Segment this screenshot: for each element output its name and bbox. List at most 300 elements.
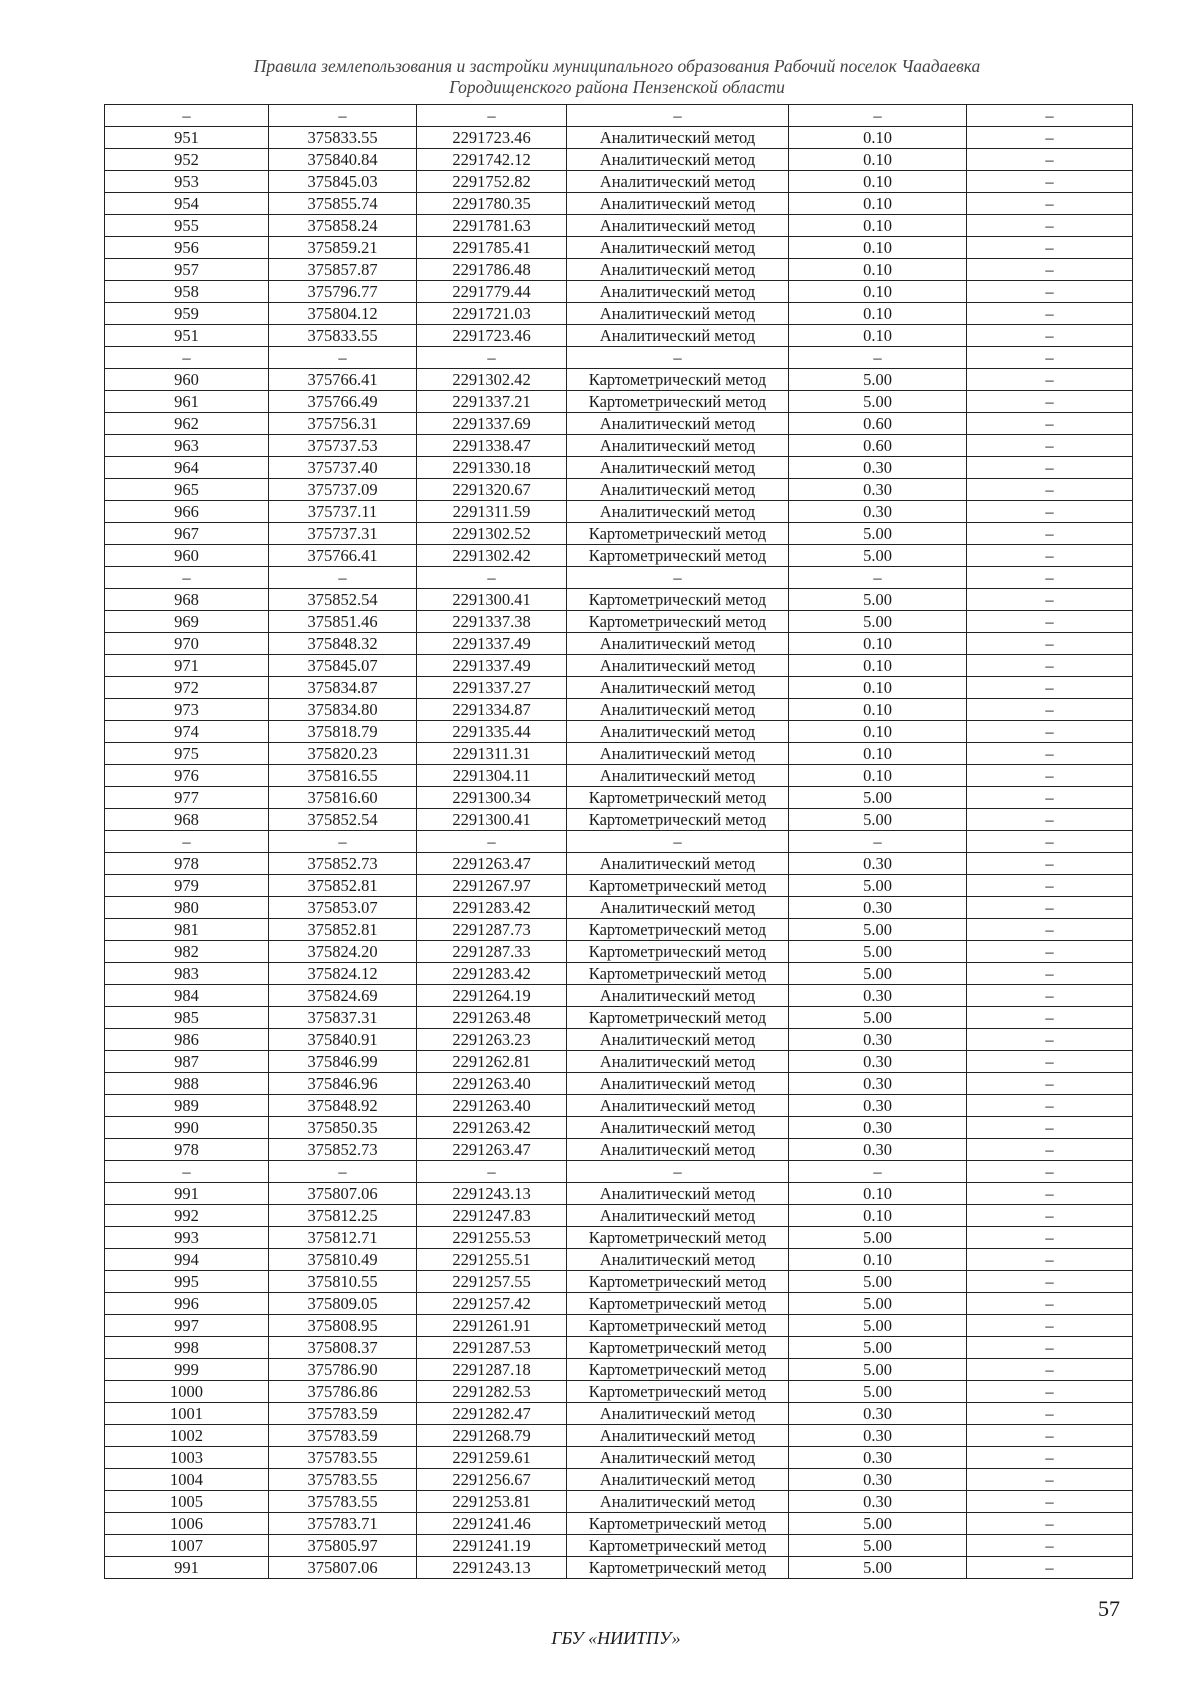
x-coordinate-cell: 375820.23 bbox=[269, 743, 417, 765]
y-coordinate-cell: 2291262.81 bbox=[417, 1051, 567, 1073]
method-cell: Аналитический метод bbox=[567, 1095, 789, 1117]
y-coordinate-cell: 2291723.46 bbox=[417, 127, 567, 149]
y-coordinate-cell: 2291282.47 bbox=[417, 1403, 567, 1425]
y-coordinate-cell: 2291330.18 bbox=[417, 457, 567, 479]
x-coordinate-cell: 375824.20 bbox=[269, 941, 417, 963]
accuracy-cell: 5.00 bbox=[789, 941, 967, 963]
table-row bbox=[105, 127, 1133, 149]
point-number-cell: 978 bbox=[105, 853, 269, 875]
x-coordinate-cell: – bbox=[269, 831, 417, 853]
y-coordinate-cell: 2291257.42 bbox=[417, 1293, 567, 1315]
accuracy-cell: 5.00 bbox=[789, 1227, 967, 1249]
description-cell: – bbox=[967, 633, 1133, 655]
page-footer: ГБУ «НИИТПУ» bbox=[551, 1628, 681, 1648]
description-cell: – bbox=[967, 985, 1133, 1007]
description-cell: – bbox=[967, 347, 1133, 369]
x-coordinate-cell: 375845.07 bbox=[269, 655, 417, 677]
x-coordinate-cell: 375859.21 bbox=[269, 237, 417, 259]
x-coordinate-cell: 375737.40 bbox=[269, 457, 417, 479]
table-row bbox=[105, 281, 1133, 303]
description-cell: – bbox=[967, 809, 1133, 831]
description-cell: – bbox=[967, 1227, 1133, 1249]
point-number-cell: – bbox=[105, 347, 269, 369]
y-coordinate-cell: 2291337.27 bbox=[417, 677, 567, 699]
y-coordinate-cell: 2291338.47 bbox=[417, 435, 567, 457]
method-cell: – bbox=[567, 105, 789, 127]
accuracy-cell: 0.10 bbox=[789, 721, 967, 743]
point-number-cell: 969 bbox=[105, 611, 269, 633]
description-cell: – bbox=[967, 1205, 1133, 1227]
accuracy-cell: 5.00 bbox=[789, 1337, 967, 1359]
method-cell: Аналитический метод bbox=[567, 457, 789, 479]
table-row bbox=[105, 1403, 1133, 1425]
table-row bbox=[105, 1205, 1133, 1227]
y-coordinate-cell: 2291263.42 bbox=[417, 1117, 567, 1139]
point-number-cell: 951 bbox=[105, 127, 269, 149]
accuracy-cell: 0.10 bbox=[789, 259, 967, 281]
description-cell: – bbox=[967, 237, 1133, 259]
description-cell: – bbox=[967, 193, 1133, 215]
x-coordinate-cell: 375852.81 bbox=[269, 875, 417, 897]
y-coordinate-cell: 2291752.82 bbox=[417, 171, 567, 193]
table-row bbox=[105, 721, 1133, 743]
description-cell: – bbox=[967, 1381, 1133, 1403]
y-coordinate-cell: – bbox=[417, 1161, 567, 1183]
description-cell: – bbox=[967, 1403, 1133, 1425]
method-cell: Картометрический метод bbox=[567, 545, 789, 567]
y-coordinate-cell: 2291256.67 bbox=[417, 1469, 567, 1491]
accuracy-cell: 0.10 bbox=[789, 171, 967, 193]
y-coordinate-cell: 2291287.18 bbox=[417, 1359, 567, 1381]
table-row bbox=[105, 655, 1133, 677]
accuracy-cell: 5.00 bbox=[789, 875, 967, 897]
table-row bbox=[105, 1117, 1133, 1139]
point-number-cell: 994 bbox=[105, 1249, 269, 1271]
table-row bbox=[105, 391, 1133, 413]
method-cell: Аналитический метод bbox=[567, 1205, 789, 1227]
y-coordinate-cell: – bbox=[417, 347, 567, 369]
method-cell: Аналитический метод bbox=[567, 677, 789, 699]
method-cell: Аналитический метод bbox=[567, 259, 789, 281]
point-number-cell: 997 bbox=[105, 1315, 269, 1337]
point-number-cell: 975 bbox=[105, 743, 269, 765]
description-cell: – bbox=[967, 1073, 1133, 1095]
method-cell: Аналитический метод bbox=[567, 1447, 789, 1469]
method-cell: Аналитический метод bbox=[567, 1139, 789, 1161]
y-coordinate-cell: 2291334.87 bbox=[417, 699, 567, 721]
description-cell: – bbox=[967, 1007, 1133, 1029]
method-cell: Аналитический метод bbox=[567, 1403, 789, 1425]
description-cell: – bbox=[967, 545, 1133, 567]
y-coordinate-cell: 2291785.41 bbox=[417, 237, 567, 259]
accuracy-cell: 0.10 bbox=[789, 1249, 967, 1271]
table-row bbox=[105, 1073, 1133, 1095]
method-cell: Картометрический метод bbox=[567, 809, 789, 831]
point-number-cell: 968 bbox=[105, 809, 269, 831]
description-cell: – bbox=[967, 325, 1133, 347]
accuracy-cell: 0.30 bbox=[789, 479, 967, 501]
table-row bbox=[105, 743, 1133, 765]
accuracy-cell: 0.30 bbox=[789, 1447, 967, 1469]
y-coordinate-cell: 2291337.38 bbox=[417, 611, 567, 633]
method-cell: Аналитический метод bbox=[567, 149, 789, 171]
y-coordinate-cell: 2291742.12 bbox=[417, 149, 567, 171]
method-cell: Картометрический метод bbox=[567, 1557, 789, 1579]
accuracy-cell: – bbox=[789, 105, 967, 127]
method-cell: Картометрический метод bbox=[567, 941, 789, 963]
point-number-cell: – bbox=[105, 567, 269, 589]
accuracy-cell: 0.30 bbox=[789, 1029, 967, 1051]
table-row bbox=[105, 1051, 1133, 1073]
point-number-cell: 954 bbox=[105, 193, 269, 215]
x-coordinate-cell: 375805.97 bbox=[269, 1535, 417, 1557]
method-cell: Картометрический метод bbox=[567, 589, 789, 611]
point-number-cell: 981 bbox=[105, 919, 269, 941]
description-cell: – bbox=[967, 589, 1133, 611]
x-coordinate-cell: 375824.12 bbox=[269, 963, 417, 985]
accuracy-cell: 5.00 bbox=[789, 369, 967, 391]
method-cell: – bbox=[567, 347, 789, 369]
method-cell: Картометрический метод bbox=[567, 369, 789, 391]
accuracy-cell: 5.00 bbox=[789, 1513, 967, 1535]
method-cell: Аналитический метод bbox=[567, 281, 789, 303]
x-coordinate-cell: 375737.31 bbox=[269, 523, 417, 545]
y-coordinate-cell: 2291723.46 bbox=[417, 325, 567, 347]
point-number-cell: 995 bbox=[105, 1271, 269, 1293]
table-row bbox=[105, 1139, 1133, 1161]
accuracy-cell: 5.00 bbox=[789, 1535, 967, 1557]
table-row bbox=[105, 1337, 1133, 1359]
y-coordinate-cell: 2291243.13 bbox=[417, 1183, 567, 1205]
point-number-cell: 979 bbox=[105, 875, 269, 897]
description-cell: – bbox=[967, 105, 1133, 127]
method-cell: Аналитический метод bbox=[567, 303, 789, 325]
x-coordinate-cell: – bbox=[269, 105, 417, 127]
x-coordinate-cell: 375812.71 bbox=[269, 1227, 417, 1249]
point-number-cell: 1006 bbox=[105, 1513, 269, 1535]
description-cell: – bbox=[967, 1535, 1133, 1557]
x-coordinate-cell: 375786.90 bbox=[269, 1359, 417, 1381]
description-cell: – bbox=[967, 435, 1133, 457]
method-cell: – bbox=[567, 1161, 789, 1183]
table-row bbox=[105, 787, 1133, 809]
method-cell: Аналитический метод bbox=[567, 1117, 789, 1139]
point-number-cell: 996 bbox=[105, 1293, 269, 1315]
method-cell: Аналитический метод bbox=[567, 1249, 789, 1271]
point-number-cell: 983 bbox=[105, 963, 269, 985]
method-cell: Картометрический метод bbox=[567, 523, 789, 545]
coordinates-table bbox=[104, 104, 1133, 1579]
table-row bbox=[105, 1227, 1133, 1249]
accuracy-cell: 0.10 bbox=[789, 127, 967, 149]
y-coordinate-cell: 2291337.49 bbox=[417, 633, 567, 655]
point-number-cell: 971 bbox=[105, 655, 269, 677]
x-coordinate-cell: 375845.03 bbox=[269, 171, 417, 193]
point-number-cell: 985 bbox=[105, 1007, 269, 1029]
table-row bbox=[105, 1029, 1133, 1051]
y-coordinate-cell: – bbox=[417, 567, 567, 589]
table-row bbox=[105, 1425, 1133, 1447]
method-cell: Картометрический метод bbox=[567, 1007, 789, 1029]
description-cell: – bbox=[967, 479, 1133, 501]
x-coordinate-cell: – bbox=[269, 1161, 417, 1183]
method-cell: Аналитический метод bbox=[567, 1469, 789, 1491]
point-number-cell: 991 bbox=[105, 1557, 269, 1579]
point-number-cell: 957 bbox=[105, 259, 269, 281]
table-row bbox=[105, 1315, 1133, 1337]
description-cell: – bbox=[967, 765, 1133, 787]
description-cell: – bbox=[967, 963, 1133, 985]
description-cell: – bbox=[967, 611, 1133, 633]
point-number-cell: 1003 bbox=[105, 1447, 269, 1469]
accuracy-cell: 5.00 bbox=[789, 1315, 967, 1337]
table-row bbox=[105, 1381, 1133, 1403]
x-coordinate-cell: 375846.96 bbox=[269, 1073, 417, 1095]
description-cell: – bbox=[967, 1029, 1133, 1051]
x-coordinate-cell: 375766.41 bbox=[269, 545, 417, 567]
description-cell: – bbox=[967, 1513, 1133, 1535]
accuracy-cell: 0.30 bbox=[789, 985, 967, 1007]
table-row bbox=[105, 435, 1133, 457]
accuracy-cell: 0.10 bbox=[789, 303, 967, 325]
description-cell: – bbox=[967, 897, 1133, 919]
description-cell: – bbox=[967, 413, 1133, 435]
method-cell: Аналитический метод bbox=[567, 127, 789, 149]
method-cell: Картометрический метод bbox=[567, 1381, 789, 1403]
method-cell: Аналитический метод bbox=[567, 193, 789, 215]
description-cell: – bbox=[967, 391, 1133, 413]
point-number-cell: 959 bbox=[105, 303, 269, 325]
point-number-cell: 962 bbox=[105, 413, 269, 435]
accuracy-cell: 5.00 bbox=[789, 1557, 967, 1579]
y-coordinate-cell: 2291335.44 bbox=[417, 721, 567, 743]
y-coordinate-cell: 2291302.52 bbox=[417, 523, 567, 545]
y-coordinate-cell: 2291300.41 bbox=[417, 809, 567, 831]
x-coordinate-cell: 375737.09 bbox=[269, 479, 417, 501]
method-cell: Аналитический метод bbox=[567, 325, 789, 347]
accuracy-cell: 0.30 bbox=[789, 853, 967, 875]
x-coordinate-cell: 375783.59 bbox=[269, 1403, 417, 1425]
table-row bbox=[105, 1271, 1133, 1293]
description-cell: – bbox=[967, 875, 1133, 897]
x-coordinate-cell: 375850.35 bbox=[269, 1117, 417, 1139]
method-cell: Картометрический метод bbox=[567, 1293, 789, 1315]
point-number-cell: 953 bbox=[105, 171, 269, 193]
method-cell: Аналитический метод bbox=[567, 1425, 789, 1447]
point-number-cell: 961 bbox=[105, 391, 269, 413]
table-row bbox=[105, 1447, 1133, 1469]
description-cell: – bbox=[967, 655, 1133, 677]
description-cell: – bbox=[967, 171, 1133, 193]
x-coordinate-cell: 375858.24 bbox=[269, 215, 417, 237]
accuracy-cell: – bbox=[789, 347, 967, 369]
x-coordinate-cell: 375808.95 bbox=[269, 1315, 417, 1337]
x-coordinate-cell: 375837.31 bbox=[269, 1007, 417, 1029]
x-coordinate-cell: 375737.53 bbox=[269, 435, 417, 457]
y-coordinate-cell: 2291781.63 bbox=[417, 215, 567, 237]
description-cell: – bbox=[967, 853, 1133, 875]
method-cell: Аналитический метод bbox=[567, 765, 789, 787]
x-coordinate-cell: 375852.73 bbox=[269, 1139, 417, 1161]
point-number-cell: 998 bbox=[105, 1337, 269, 1359]
description-cell: – bbox=[967, 1161, 1133, 1183]
x-coordinate-cell: 375848.32 bbox=[269, 633, 417, 655]
table-row bbox=[105, 369, 1133, 391]
table-row bbox=[105, 1557, 1133, 1579]
x-coordinate-cell: 375840.91 bbox=[269, 1029, 417, 1051]
y-coordinate-cell: 2291263.47 bbox=[417, 853, 567, 875]
method-cell: Аналитический метод bbox=[567, 501, 789, 523]
method-cell: Картометрический метод bbox=[567, 875, 789, 897]
method-cell: Картометрический метод bbox=[567, 391, 789, 413]
point-number-cell: 991 bbox=[105, 1183, 269, 1205]
point-number-cell: 980 bbox=[105, 897, 269, 919]
x-coordinate-cell: 375783.55 bbox=[269, 1447, 417, 1469]
table-row bbox=[105, 1007, 1133, 1029]
header-line-1: Правила землепользования и застройки муниципального образования Рабочий поселок Чаадаевка bbox=[253, 56, 981, 76]
table-row bbox=[105, 765, 1133, 787]
x-coordinate-cell: – bbox=[269, 567, 417, 589]
x-coordinate-cell: 375824.69 bbox=[269, 985, 417, 1007]
accuracy-cell: 0.30 bbox=[789, 1073, 967, 1095]
accuracy-cell: 0.30 bbox=[789, 501, 967, 523]
description-cell: – bbox=[967, 1051, 1133, 1073]
description-cell: – bbox=[967, 127, 1133, 149]
description-cell: – bbox=[967, 1359, 1133, 1381]
y-coordinate-cell: 2291255.53 bbox=[417, 1227, 567, 1249]
accuracy-cell: 5.00 bbox=[789, 545, 967, 567]
point-number-cell: 986 bbox=[105, 1029, 269, 1051]
x-coordinate-cell: – bbox=[269, 347, 417, 369]
point-number-cell: 973 bbox=[105, 699, 269, 721]
x-coordinate-cell: 375807.06 bbox=[269, 1557, 417, 1579]
point-number-cell: 960 bbox=[105, 545, 269, 567]
point-number-cell: 976 bbox=[105, 765, 269, 787]
table-row bbox=[105, 831, 1133, 853]
description-cell: – bbox=[967, 501, 1133, 523]
table-row bbox=[105, 1161, 1133, 1183]
table-row bbox=[105, 1183, 1133, 1205]
header-line-2: Городищенского района Пензенской области bbox=[449, 77, 785, 97]
accuracy-cell: 5.00 bbox=[789, 1007, 967, 1029]
table-row bbox=[105, 699, 1133, 721]
point-number-cell: 984 bbox=[105, 985, 269, 1007]
point-number-cell: 989 bbox=[105, 1095, 269, 1117]
y-coordinate-cell: 2291302.42 bbox=[417, 369, 567, 391]
x-coordinate-cell: 375855.74 bbox=[269, 193, 417, 215]
table-row bbox=[105, 237, 1133, 259]
x-coordinate-cell: 375796.77 bbox=[269, 281, 417, 303]
x-coordinate-cell: 375857.87 bbox=[269, 259, 417, 281]
method-cell: Аналитический метод bbox=[567, 1051, 789, 1073]
x-coordinate-cell: 375852.73 bbox=[269, 853, 417, 875]
table-row bbox=[105, 589, 1133, 611]
description-cell: – bbox=[967, 1249, 1133, 1271]
x-coordinate-cell: 375786.86 bbox=[269, 1381, 417, 1403]
point-number-cell: 987 bbox=[105, 1051, 269, 1073]
description-cell: – bbox=[967, 1293, 1133, 1315]
table-row bbox=[105, 677, 1133, 699]
point-number-cell: 1005 bbox=[105, 1491, 269, 1513]
accuracy-cell: 0.10 bbox=[789, 633, 967, 655]
accuracy-cell: 0.10 bbox=[789, 237, 967, 259]
accuracy-cell: 5.00 bbox=[789, 391, 967, 413]
y-coordinate-cell: 2291253.81 bbox=[417, 1491, 567, 1513]
y-coordinate-cell: 2291263.23 bbox=[417, 1029, 567, 1051]
table-row bbox=[105, 1095, 1133, 1117]
point-number-cell: 993 bbox=[105, 1227, 269, 1249]
accuracy-cell: 0.30 bbox=[789, 1139, 967, 1161]
table-row bbox=[105, 325, 1133, 347]
table-row bbox=[105, 149, 1133, 171]
description-cell: – bbox=[967, 721, 1133, 743]
accuracy-cell: 0.30 bbox=[789, 1469, 967, 1491]
point-number-cell: 967 bbox=[105, 523, 269, 545]
method-cell: Картометрический метод bbox=[567, 1315, 789, 1337]
accuracy-cell: 5.00 bbox=[789, 919, 967, 941]
table-row bbox=[105, 853, 1133, 875]
point-number-cell: 964 bbox=[105, 457, 269, 479]
point-number-cell: 988 bbox=[105, 1073, 269, 1095]
description-cell: – bbox=[967, 1425, 1133, 1447]
accuracy-cell: 0.30 bbox=[789, 1117, 967, 1139]
accuracy-cell: 0.30 bbox=[789, 1095, 967, 1117]
accuracy-cell: 0.10 bbox=[789, 215, 967, 237]
accuracy-cell: 0.10 bbox=[789, 743, 967, 765]
x-coordinate-cell: 375848.92 bbox=[269, 1095, 417, 1117]
method-cell: Картометрический метод bbox=[567, 611, 789, 633]
accuracy-cell: 0.10 bbox=[789, 149, 967, 171]
x-coordinate-cell: 375833.55 bbox=[269, 127, 417, 149]
method-cell: Картометрический метод bbox=[567, 1337, 789, 1359]
x-coordinate-cell: 375852.81 bbox=[269, 919, 417, 941]
method-cell: Аналитический метод bbox=[567, 1029, 789, 1051]
y-coordinate-cell: – bbox=[417, 105, 567, 127]
point-number-cell: 992 bbox=[105, 1205, 269, 1227]
table-row bbox=[105, 809, 1133, 831]
table-row bbox=[105, 501, 1133, 523]
accuracy-cell: 0.30 bbox=[789, 457, 967, 479]
table-row bbox=[105, 457, 1133, 479]
y-coordinate-cell: 2291268.79 bbox=[417, 1425, 567, 1447]
table-row bbox=[105, 171, 1133, 193]
method-cell: Аналитический метод bbox=[567, 479, 789, 501]
accuracy-cell: 0.10 bbox=[789, 1183, 967, 1205]
point-number-cell: 977 bbox=[105, 787, 269, 809]
coordinates-table-body bbox=[105, 105, 1133, 1579]
accuracy-cell: 5.00 bbox=[789, 809, 967, 831]
description-cell: – bbox=[967, 457, 1133, 479]
x-coordinate-cell: 375808.37 bbox=[269, 1337, 417, 1359]
point-number-cell: 956 bbox=[105, 237, 269, 259]
point-number-cell: 970 bbox=[105, 633, 269, 655]
description-cell: – bbox=[967, 281, 1133, 303]
x-coordinate-cell: 375853.07 bbox=[269, 897, 417, 919]
method-cell: Аналитический метод bbox=[567, 633, 789, 655]
accuracy-cell: 0.60 bbox=[789, 435, 967, 457]
accuracy-cell: 0.10 bbox=[789, 765, 967, 787]
page-header bbox=[104, 56, 1130, 98]
accuracy-cell: 0.30 bbox=[789, 1491, 967, 1513]
point-number-cell: 1007 bbox=[105, 1535, 269, 1557]
accuracy-cell: 0.30 bbox=[789, 1425, 967, 1447]
point-number-cell: 1001 bbox=[105, 1403, 269, 1425]
table-row bbox=[105, 413, 1133, 435]
table-row bbox=[105, 1359, 1133, 1381]
table-row bbox=[105, 259, 1133, 281]
table-row bbox=[105, 941, 1133, 963]
method-cell: Аналитический метод bbox=[567, 853, 789, 875]
